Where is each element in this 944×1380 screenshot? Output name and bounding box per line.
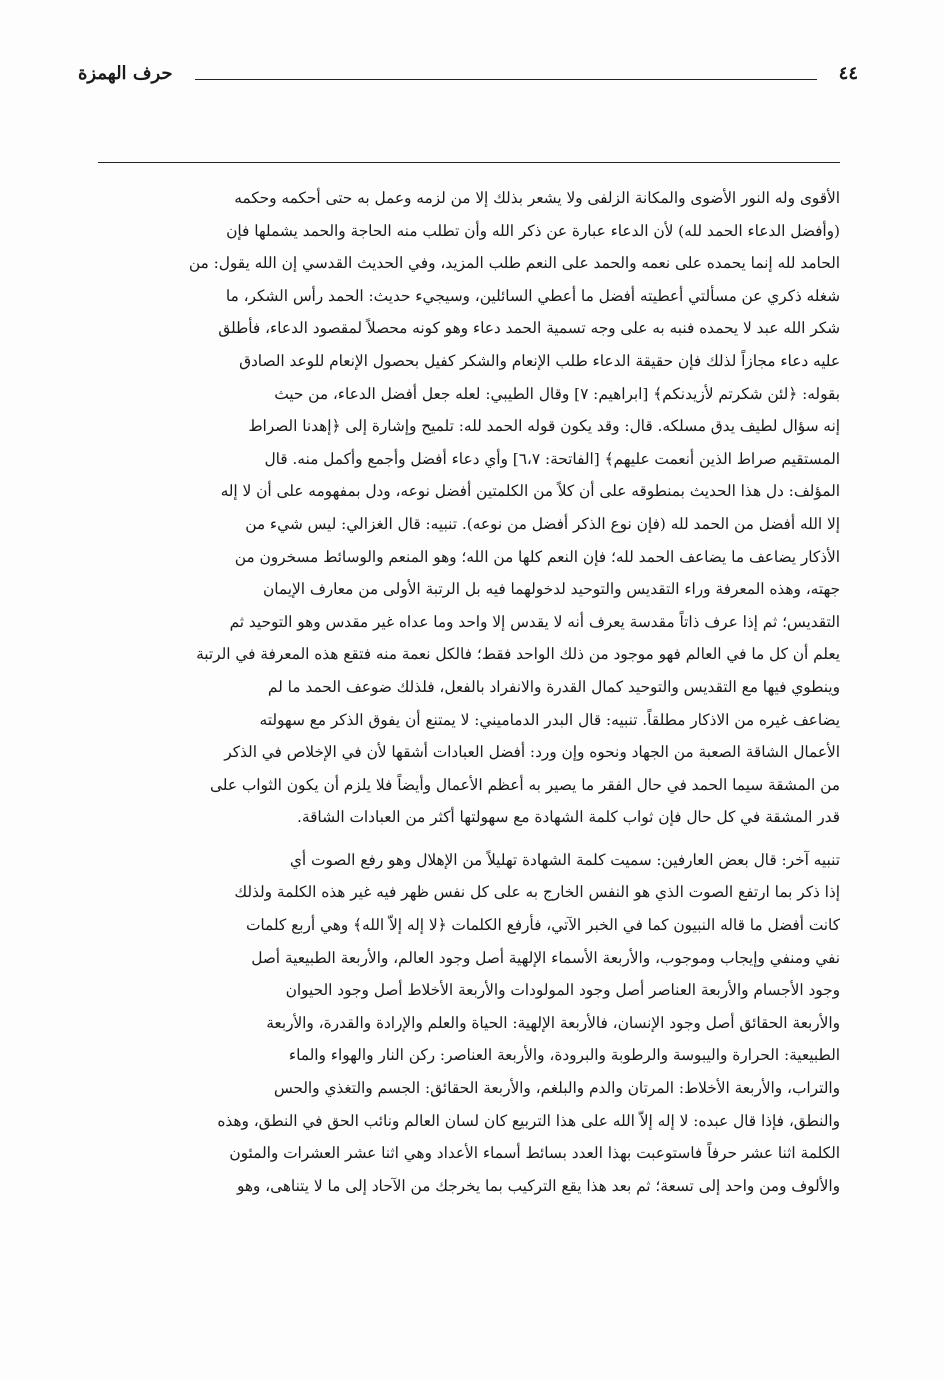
text-line: تنبيه آخر: قال بعض العارفين: سميت كلمة الشهادة تهليلاً من الإهلال وهو رفع الصوت أي (289, 850, 840, 869)
text-line: التقديس؛ ثم إذا عرف ذاتاً مقدسة يعرف أنه لا يقدس إلا واحد وما عداه غير مقدس وهو التوحيد ثم (229, 612, 840, 631)
text-line: يعلم أن كل ما في العالم فهو موجود من ذلك الواحد فقط؛ فالكل نعمة منه فتقع هذه المعرفة في الرتبة (196, 645, 840, 664)
page-number: ٤٤ (838, 62, 858, 84)
text-line: الطبيعية: الحرارة واليبوسة والرطوبة والبرودة، والأربعة العناصر: ركن النار والهواء والماء (288, 1046, 840, 1065)
text-line: بقوله: ﴿لئن شكرتم لأزيدنكم﴾ [ابراهيم: ٧] وقال الطيبي: لعله جعل أفضل الدعاء، من حيث (274, 384, 840, 403)
chapter-title: حرف الهمزة (78, 62, 173, 84)
text-line: وجود الأجسام والأربعة العناصر أصل وجود المولودات والأربعة الأخلاط أصل وجود الحيوان (285, 981, 840, 1000)
text-line: كانت أفضل ما قاله النبيون كما في الخبر الآتي، فأرفع الكلمات ﴿لا إله إلاّ الله﴾ وهي أربع كلمات (245, 916, 840, 935)
text-line: المؤلف: دل هذا الحديث بمنطوقه على أن كلاً من الكلمتين أفضل نوعه، ودل بمفهومه على أن لا إله (220, 482, 840, 501)
text-line: الأعمال الشاقة الصعبة من الجهاد ونحوه وإن ورد: أفضل العبادات أشقها لأن في الإخلاص في الذكر (224, 743, 840, 762)
text-line: عليه دعاء مجازاً لذلك فإن حقيقة الدعاء طلب الإنعام والشكر كفيل بحصول الإنعام للوعد الصادق (239, 351, 840, 370)
text-line: والأربعة الحقائق أصل وجود الإنسان، فالأربعة الإلهية: الحياة والعلم والإرادة والقدرة، والأربعة (266, 1013, 840, 1032)
text-line: والتراب، والأربعة الأخلاط: المرتان والدم والبلغم، والأربعة الحقائق: الجسم والتغذي والحس (273, 1079, 840, 1098)
text-line: (وأفضل الدعاء الحمد لله) لأن الدعاء عبارة عن ذكر الله وأن تطلب منه الحاجة والحمد يشملها فإن (226, 221, 840, 240)
text-line: الأذكار يضاعف ما يضاعف الحمد لله؛ فإن النعم كلها من الله؛ وهو المنعم والوسائط مسخرون من (234, 547, 840, 566)
text-line: الأقوى وله النور الأضوى والمكانة الزلفى ولا يشعر بذلك إلا من لزمه وعمل به حتى أحكمه وحكمه (234, 189, 840, 207)
text-line: إذا ذكر بما ارتفع الصوت الذي هو النفس الخارج به على كل نفس ظهر فيه غير هذه الكلمة ولذلك (234, 883, 840, 902)
text-line: جهته، وهذه المعرفة وراء التقديس والتوحيد لدخولهما فيه بل الرتبة الأولى من معارف الإيمان (263, 580, 840, 599)
text-line: إلا الله أفضل من الحمد لله (فإن نوع الذكر أفضل من نوعه). تنبيه: قال الغزالي: ليس شيء من (245, 514, 840, 533)
page-body (98, 182, 840, 1202)
paragraph (98, 844, 840, 1203)
text-line: شغله ذكري عن مسألتي أعطيته أفضل ما أعطي السائلين، وسيجيء حديث: الحمد رأس الشكر، ما (225, 286, 840, 305)
paragraph (98, 182, 840, 834)
text-line: يضاعف غيره من الاذكار مطلقاً. تنبيه: قال البدر الدماميني: لا يمتنع أن يفوق الذكر مع سهولته (259, 710, 840, 729)
text-line: والألوف ومن واحد إلى تسعة؛ ثم بعد هذا يقع التركيب بما يخرجك من الآحاد إلى ما لا يتناهى، وهو (236, 1176, 840, 1195)
text-line: شكر الله عبد لا يحمده فنبه به على وجه تسمية الحمد دعاء وهو كونه محصلاً لمقصود الدعاء، فأطلق (218, 319, 840, 338)
text-line: نفي ومنفي وإيجاب وموجوب، والأربعة الأسماء الإلهية أصل وجود العالم، والأربعة الطبيعية أصل (251, 948, 840, 967)
text-line: إنه سؤال لطيف يدق مسلكه. قال: وقد يكون قوله الحمد لله: تلميح وإشارة إلى ﴿إهدنا الصراط (248, 417, 840, 436)
page-header (78, 56, 858, 90)
text-line: الحامد لله إنما يحمده على نعمه والحمد على النعم طلب المزيد، وفي الحديث القدسي إن الله يقول: من (188, 254, 840, 273)
text-line: الكلمة اثنا عشر حرفاً فاستوعبت بهذا العدد بسائط أسماء الأعداد وهي اثنا عشر العشرات والمئون (229, 1144, 840, 1163)
text-line: وينطوي فيها مع التقديس والتوحيد كمال القدرة والانفراد بالفعل، فلذلك ضوعف الحمد ما لم (267, 677, 840, 696)
text-line: من المشقة سيما الحمد في حال الفقر ما يصير به أعظم الأعمال وأيضاً فلا يلزم أن يكون الثواب على (210, 775, 840, 794)
text-line: المستقيم صراط الذين أنعمت عليهم﴾ [الفاتحة: ٦،٧] وأي دعاء أفضل وأجمع وأكمل منه. قال (264, 449, 840, 468)
text-line: قدر المشقة في كل حال فإن ثواب كلمة الشهادة مع سهولتها أكثر من العبادات الشاقة. (297, 808, 840, 827)
text-line: والنطق، فإذا قال عبده: لا إله إلاّ الله على هذا التربيع كان لسان العالم ونائب الحق في النطق، وهذه (217, 1111, 840, 1130)
header-rule (195, 67, 817, 80)
header-separator (98, 162, 840, 163)
